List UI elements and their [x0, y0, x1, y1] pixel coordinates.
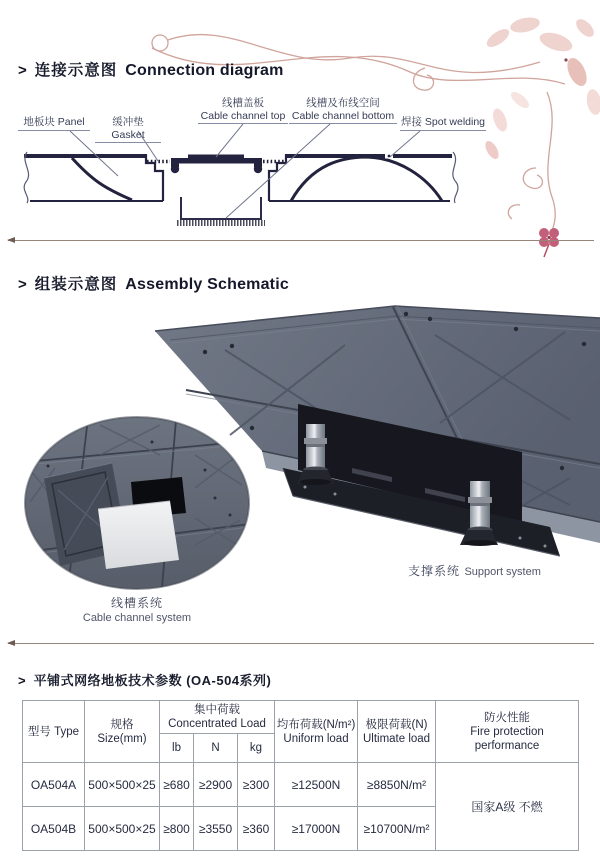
cell-uniform: ≥12500N [275, 763, 358, 807]
section-bullet: > [18, 276, 27, 293]
header-line: 均布荷载(N/m²) [276, 718, 356, 731]
cell-n: ≥3550 [194, 807, 238, 851]
label-cn: 支撑系统 [408, 564, 461, 578]
diagram-label-channel-bottom [289, 97, 397, 124]
section-title-cn: 连接示意图 [34, 62, 118, 79]
label-en: Panel [57, 116, 85, 128]
col-header-lb: lb [160, 734, 194, 763]
diagram-label-channel-top [198, 97, 288, 124]
cell-ultimate: ≥10700N/m² [358, 807, 436, 851]
label-en: Cable channel system [82, 612, 192, 624]
cell-size: 500×500×25 [85, 763, 160, 807]
diagram-label-panel [18, 116, 90, 131]
col-header-fire-performance [436, 701, 579, 763]
section-title-cn: 组装示意图 [34, 276, 118, 293]
header-line: performance [474, 739, 540, 752]
header-line: 防火性能 [484, 711, 531, 724]
cell-lb: ≥680 [160, 763, 194, 807]
col-header-type: 型号 Type [23, 701, 85, 763]
label-en: Cable channel top [198, 110, 288, 125]
support-system-label [408, 562, 541, 580]
assembly-photo [0, 295, 600, 645]
col-header-concentrated-load [160, 701, 275, 734]
col-header-ultimate-load [358, 701, 436, 763]
col-header-n: N [194, 734, 238, 763]
cell-n: ≥2900 [194, 763, 238, 807]
divider-line [8, 240, 594, 241]
header-line: Fire protection [470, 725, 544, 738]
divider-arrow-icon [7, 640, 15, 646]
section-title-specs [18, 670, 271, 689]
diagram-label-gasket [95, 116, 161, 143]
section-title-en: Connection diagram [125, 62, 284, 79]
header-line: 极限荷载(N) [365, 718, 428, 731]
col-header-kg: kg [238, 734, 275, 763]
label-en: Spot welding [424, 116, 486, 128]
cell-uniform: ≥17000N [275, 807, 358, 851]
header-line: Size(mm) [97, 732, 147, 745]
label-en: Gasket [111, 128, 145, 141]
cell-lb: ≥800 [160, 807, 194, 851]
label-cn: 线槽系统 [110, 596, 163, 610]
section-bullet: > [18, 673, 26, 688]
divider-arrow-icon [7, 237, 15, 243]
section-title-cn: 平铺式网络地板技术参数 (OA-504系列) [33, 673, 272, 688]
cell-kg: ≥300 [238, 763, 275, 807]
label-cn: 地板块 [23, 116, 55, 128]
label-en: Cable channel bottom [289, 110, 397, 125]
header-line: Ultimate load [362, 732, 431, 745]
header-line: Concentrated Load [168, 718, 266, 730]
spec-table [22, 700, 579, 851]
cell-type: OA504B [23, 807, 85, 851]
header-line: 规格 [110, 718, 134, 731]
label-en: Support system [464, 566, 541, 578]
divider-line [8, 643, 594, 644]
section-title-assembly [18, 272, 289, 294]
label-cn: 线槽及布线空间 [306, 97, 380, 109]
cell-size: 500×500×25 [85, 807, 160, 851]
col-header-uniform-load [275, 701, 358, 763]
cable-channel-inset [25, 417, 250, 589]
section-bullet: > [18, 62, 27, 79]
cell-fire-rating: 国家A级 不燃 [436, 763, 579, 851]
label-cn: 焊接 [400, 116, 422, 128]
header-line: 集中荷载 [194, 704, 240, 716]
label-cn: 线槽盖板 [222, 97, 264, 109]
diagram-label-welding [400, 116, 486, 131]
cell-ultimate: ≥8850N/m² [358, 763, 436, 807]
col-header-size [85, 701, 160, 763]
cable-channel-label [57, 596, 217, 626]
section-title-connection [18, 58, 284, 80]
cell-type: OA504A [23, 763, 85, 807]
header-line: Uniform load [283, 732, 349, 745]
cell-kg: ≥360 [238, 807, 275, 851]
table-row [23, 763, 579, 807]
section-title-en: Assembly Schematic [125, 276, 289, 293]
label-cn: 缓冲垫 [112, 116, 144, 128]
